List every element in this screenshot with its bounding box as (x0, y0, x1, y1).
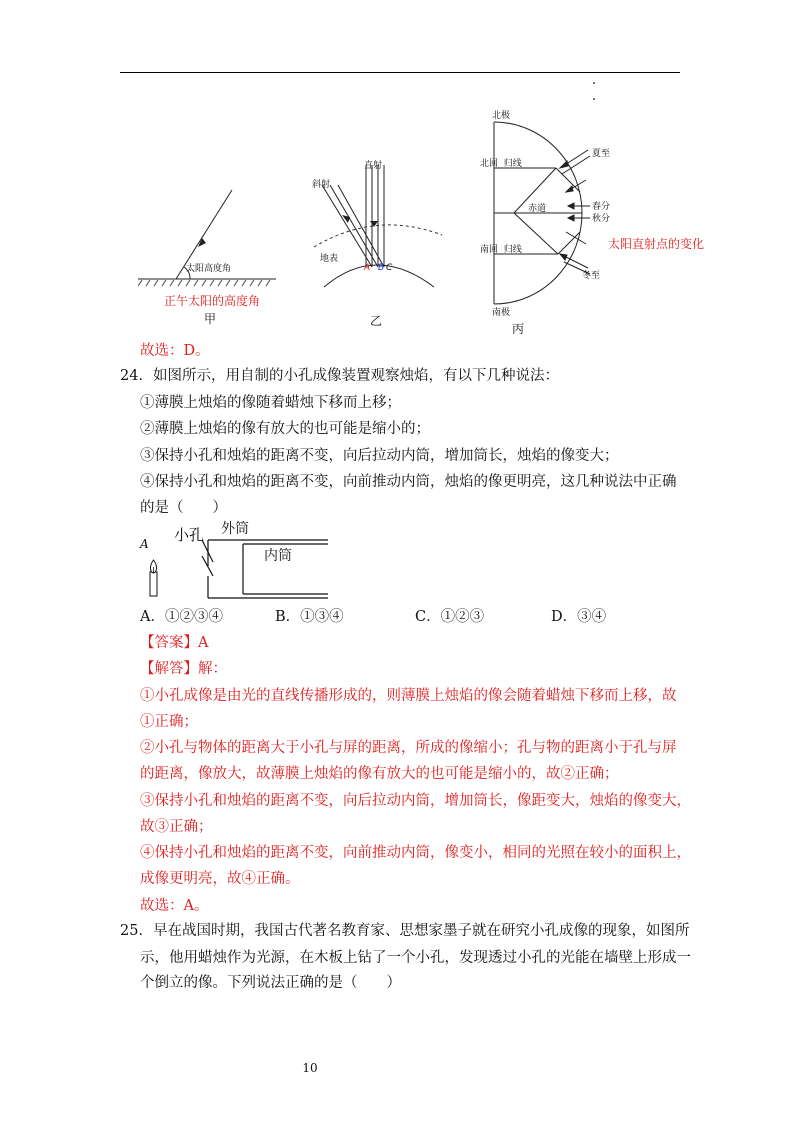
yi-point-a: A (364, 263, 371, 273)
analysis-line: 成像更明亮，故④正确。 (140, 871, 300, 887)
bing-label: 丙 (512, 322, 525, 336)
bing-tropic-s: 南回 归线 (480, 245, 522, 255)
bing-equator: 赤道 (528, 204, 547, 214)
q25-line: 25．早在战国时期，我国古代著名教育家、思想家墨子就在研究小孔成像的现象，如图所 (120, 923, 690, 939)
bing-title: 太阳直射点的变化 (608, 237, 705, 251)
figure-yi (306, 155, 452, 330)
bing-south-pole: 南极 (492, 308, 511, 318)
q24-statement-4: ④保持小孔和烛焰的距离不变，向前推动内筒，烛焰的像更明亮，这几种说法中正确 (140, 474, 677, 490)
jia-caption: 正午太阳的高度角 (164, 294, 261, 308)
pinhole-label-inner: 内筒 (264, 548, 292, 564)
pinhole-label-outer: 外筒 (221, 521, 249, 537)
q24-statement-3: ③保持小孔和烛焰的距离不变，向后拉动内筒，增加筒长，烛焰的像变大； (140, 448, 619, 464)
page-number: 10 (302, 1061, 318, 1075)
pinhole-label-a: A (140, 537, 149, 551)
yi-point-c: C (386, 263, 393, 273)
analysis-line: ①小孔成像是由光的直线传播形成的，则薄膜上烛焰的像会随着蜡烛下移而上移，故 (140, 688, 677, 704)
option-d: D．③④ (551, 609, 607, 625)
bing-summer: 夏至 (592, 149, 611, 159)
q24-stem: 24．如图所示，用自制的小孔成像装置观察烛焰，有以下几种说法： (120, 368, 559, 384)
option-c: C．①②③ (415, 609, 485, 625)
figure-jia (138, 180, 278, 325)
q24-conclusion: 故选：A。 (140, 898, 209, 914)
yi-label: 乙 (370, 314, 383, 328)
corner-marks (593, 82, 595, 102)
option-a: A．①②③④ (140, 609, 223, 625)
analysis-line: 的距离，像放大，故薄膜上烛焰的像有放大的也可能是缩小的，故②正确； (140, 766, 619, 782)
figure-bing (478, 108, 728, 338)
bing-autumn: 秋分 (592, 214, 611, 224)
q25-line: 示，他用蜡烛作为光源，在木板上钻了一个小孔，发现透过小孔的光能在墙壁上形成一 (140, 950, 691, 966)
q24-statement-1: ①薄膜上烛焰的像随着蜡烛下移而上移； (140, 395, 401, 411)
analysis-line: ③保持小孔和烛焰的距离不变，向后拉动内筒，增加筒长，像距变大，烛焰的像变大， (140, 793, 691, 809)
yi-point-b: B (378, 263, 385, 273)
q24-statement-4-cont: 的是（ ） (140, 500, 227, 516)
q24-statement-2: ②薄膜上烛焰的像有放大的也可能是缩小的； (140, 421, 430, 437)
pinhole-figure (138, 520, 338, 600)
q25-line: 个倒立的像。下列说法正确的是（ ） (140, 975, 401, 991)
angle-label: 太阳高度角 (186, 264, 232, 274)
option-b: B．①③④ (275, 609, 344, 625)
bing-tropic-n: 北回 归线 (480, 159, 522, 169)
analysis-line: ②小孔与物体的距离大于小孔与屏的距离，所成的像缩小；孔与物的距离小于孔与屏 (140, 740, 677, 756)
jia-label: 甲 (204, 312, 217, 326)
q24-analysis-label: 【解答】解： (140, 661, 227, 677)
q23-answer: 故选：D。 (140, 343, 210, 359)
yi-oblique: 斜射 (312, 180, 331, 190)
bing-winter: 冬至 (582, 271, 601, 281)
bing-north-pole: 北极 (492, 111, 511, 121)
header-rule (120, 72, 680, 73)
yi-surface: 地表 (320, 254, 339, 264)
pinhole-label-hole: 小孔 (174, 526, 205, 544)
analysis-line: ④保持小孔和烛焰的距离不变，向前推动内筒，像变小，相同的光照在较小的面积上， (140, 845, 691, 861)
analysis-line: ①正确； (140, 714, 198, 730)
analysis-line: 故③正确； (140, 819, 213, 835)
bing-spring: 春分 (592, 202, 611, 212)
yi-direct: 直射 (364, 161, 383, 171)
q24-answer: 【答案】A (140, 635, 209, 651)
